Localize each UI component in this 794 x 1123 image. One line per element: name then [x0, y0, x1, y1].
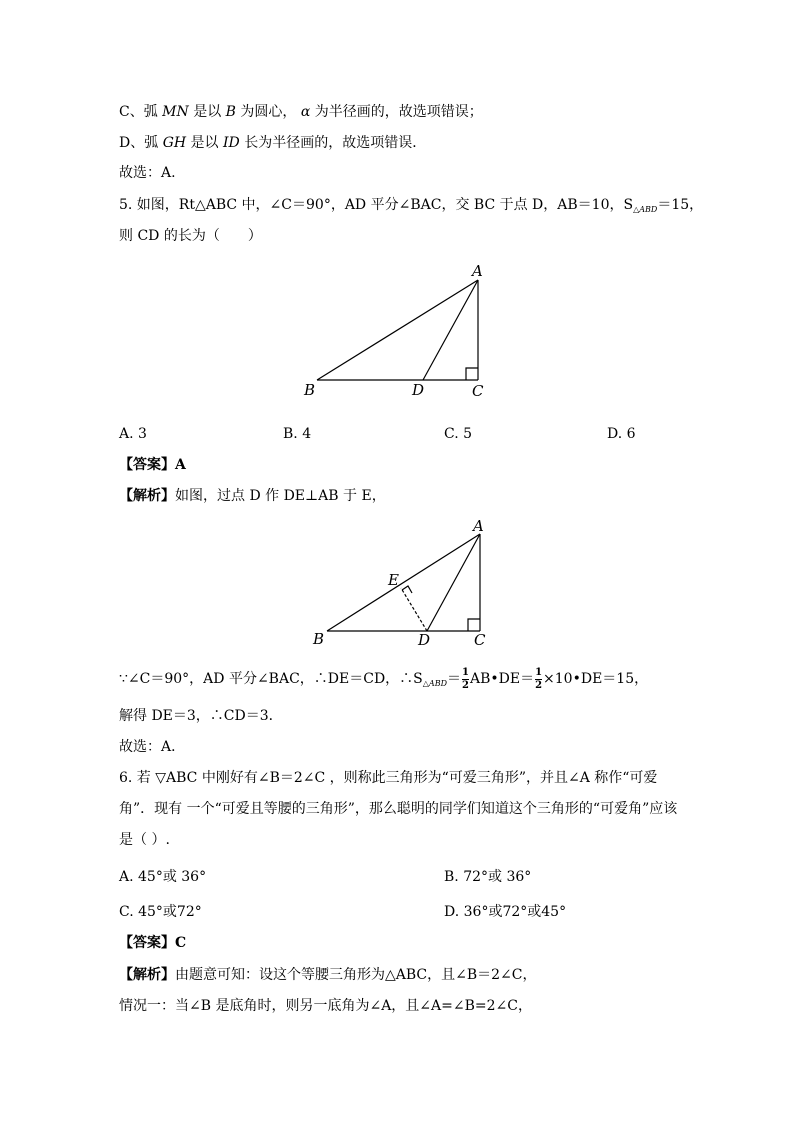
right-angle-mark — [466, 368, 478, 380]
q5-option-d: D. 6 — [607, 426, 636, 442]
segment-ab — [317, 280, 478, 380]
label2-d: D — [418, 631, 431, 649]
q6-analysis: 【解析】由题意可知：设这个等腰三角形为△ABC，且∠B＝2∠C， — [119, 967, 537, 983]
q6-option-c: C. 45°或72° — [119, 904, 202, 920]
label-d: D — [412, 381, 425, 399]
q6-stem-line3: 是（ ）. — [119, 832, 170, 848]
q5-stem-line1: 5. 如图，Rt△ABC 中，∠C＝90°，AD 平分∠BAC，交 BC 于点 D，AB＝10，$S_{\triangle ABD}=15$， — [119, 197, 704, 214]
label2-a: A — [473, 517, 484, 535]
q6-option-a: A. 45°或 36° — [119, 869, 207, 885]
option-c-explanation: C、弧 MN 是以 B 为圆心， α 为半径画的，故选项错误； — [119, 104, 483, 120]
figure2 — [327, 534, 480, 631]
segment2-de — [401, 588, 427, 631]
label2-b: B — [313, 630, 325, 648]
fraction-half-1: $\frac{1}{2}$ — [462, 666, 469, 691]
q6-answer: 【答案】C — [119, 935, 187, 951]
q6-stem-line1: 6. 若 ▽ABC 中刚好有∠B＝2∠C ，则称此三角形为“可爱三角形”，并且∠A 称作“可爱 — [119, 770, 658, 786]
label2-c: C — [474, 631, 486, 649]
figure1 — [317, 280, 478, 380]
q5-analysis: 【解析】如图，过点 D 作 DE⊥AB 于 E， — [119, 488, 386, 504]
q5-stem-line2: 则 CD 的长为（ ） — [119, 228, 262, 244]
q5-solution-line: ∵∠C＝90°，AD 平分∠BAC，∴DE＝CD，$\therefore S_{\triangle ABD}=$ $\frac{1}{2}$ AB•DE＝ $\frac{1}{2}$ ×10•DE＝15， — [119, 666, 649, 691]
label-c: C — [472, 382, 484, 400]
q6-stem-line2: 角”．现有 一个“可爱且等腰的三角形”，那么聪明的同学们知道这个三角形的“可爱角”应该 — [119, 801, 678, 817]
fraction-half-2: $\frac{1}{2}$ — [535, 666, 543, 691]
option-d-explanation: D、弧 GH 是以 ID 长为半径画的，故选项错误． — [119, 135, 427, 151]
segment-ad — [423, 280, 478, 380]
q5-option-a: A. 3 — [119, 426, 147, 442]
segment2-ab — [327, 534, 480, 631]
q5-answer: 【答案】A — [119, 457, 186, 473]
segment2-ad — [427, 534, 480, 631]
q6-option-d: D. 36°或72°或45° — [444, 904, 567, 920]
choose-line-q4: 故选：A. — [119, 165, 176, 181]
q5-option-c: C. 5 — [444, 426, 473, 442]
q5-option-b: B. 4 — [283, 426, 312, 442]
label2-e: E — [388, 571, 399, 589]
q5-solve-line: 解得 DE＝3，∴CD＝3． — [119, 708, 283, 724]
label-a: A — [472, 262, 483, 280]
label-b: B — [304, 381, 316, 399]
right-angle-mark-c — [468, 619, 480, 631]
q5-choose-line: 故选：A． — [119, 739, 186, 755]
q6-case1: 情况一：当∠B 是底角时，则另一底角为∠A，且∠A=∠B=2∠C， — [119, 998, 532, 1014]
q6-option-b: B. 72°或 36° — [444, 869, 532, 885]
